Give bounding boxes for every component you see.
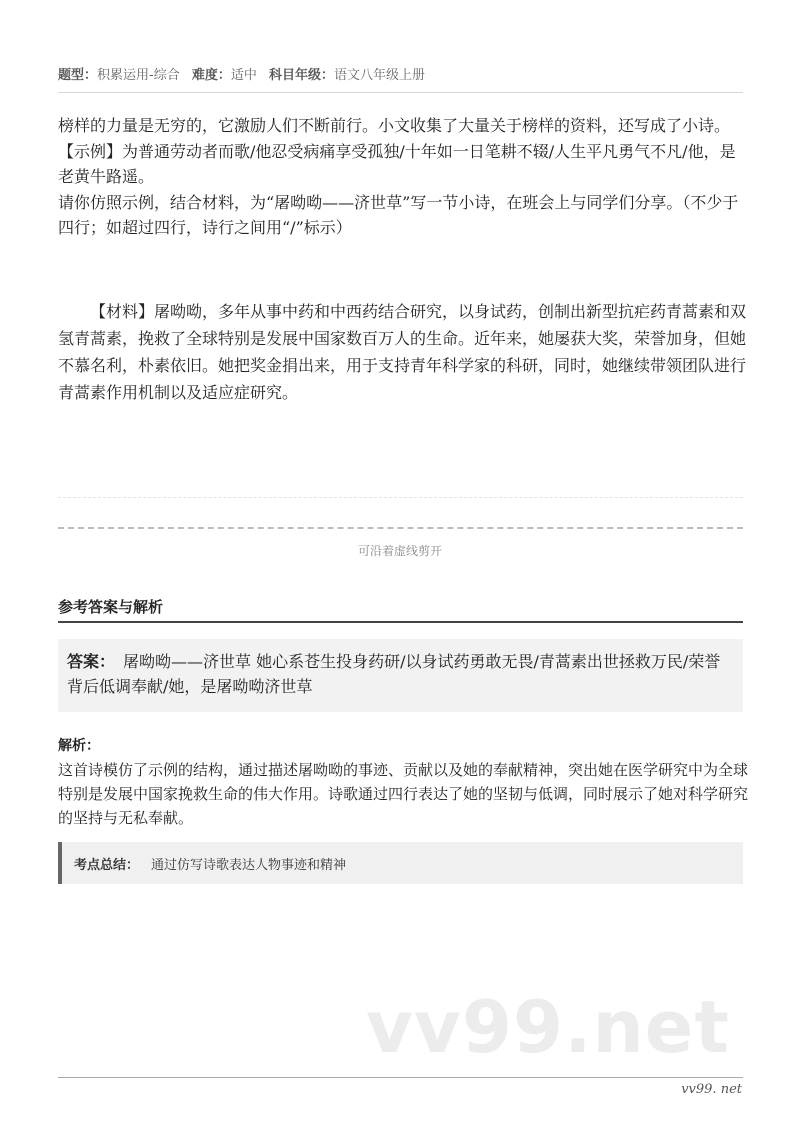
analysis-text: 这首诗模仿了示例的结构，通过描述屠呦呦的事迹、贡献以及她的奉献精神，突出她在医学研究中为全球特别是发展中国家挽救生命的伟大作用。诗歌通过四行表达了她的坚韧与低调，同时展示了她对科学研究的坚持与无私奉献。 xyxy=(58,761,749,827)
key-point-box xyxy=(58,842,743,884)
grade-value: 语文八年级上册 xyxy=(334,68,426,83)
difficulty-label: 难度： xyxy=(191,68,231,83)
question-example: 【示例】为普通劳动者而歌/他忍受病痛享受孤独/十年如一日笔耕不辍/人生平凡勇气不凡/他，是老黄牛路遥。 xyxy=(58,141,736,186)
header-divider xyxy=(58,92,743,93)
type-label: 题型： xyxy=(58,68,98,83)
light-dashed-divider xyxy=(58,497,743,498)
cut-hint: 可沿着虚线剪开 xyxy=(357,544,442,558)
watermark: vv99.net xyxy=(366,985,730,1069)
question-instruction: 请你仿照示例，结合材料，为“屠呦呦——济世草”写一节小诗，在班会上与同学们分享。（不少于四行；如超过四行，诗行之间用“/”标示） xyxy=(58,192,739,237)
question-intro: 榜样的力量是无穷的，它激励人们不断前行。小文收集了大量关于榜样的资料，还写成了小诗。 xyxy=(58,116,731,135)
difficulty-value: 适中 xyxy=(230,68,257,83)
footer-site: vv99. net xyxy=(681,1082,742,1097)
section-divider xyxy=(58,621,743,623)
analysis-label: 解析： xyxy=(58,738,100,754)
question-material: 【材料】屠呦呦，多年从事中药和中西药结合研究，以身试药，创制出新型抗疟药青蒿素和双氢青蒿素，挽救了全球特别是发展中国家数百万人的生命。近年来，她屡获大奖，荣誉加身，但她不慕名利，朴素依旧。她把奖金捐出来，用于支持青年科学家的科研，同时，她继续带领团队进行青蒿素作用机制以及适应症研究。 xyxy=(58,302,747,402)
answer-text: 屠呦呦——济世草 她心系苍生投身药研/以身试药勇敢无畏/青蒿素出世拯救万民/荣誉背后低调奉献/她，是屠呦呦济世草 xyxy=(67,652,721,696)
cut-line xyxy=(58,527,743,529)
key-point-label: 考点总结： xyxy=(74,857,140,873)
grade-label: 科目年级： xyxy=(269,68,335,83)
answer-label: 答案： xyxy=(67,652,116,671)
type-value: 积累运用-综合 xyxy=(97,68,180,83)
question-meta xyxy=(58,64,743,83)
answer-section-title: 参考答案与解析 xyxy=(58,598,164,616)
question-body xyxy=(58,113,748,241)
answer-box xyxy=(58,639,743,712)
key-point-text: 通过仿写诗歌表达人物事迹和精神 xyxy=(151,857,347,873)
footer-divider xyxy=(58,1077,743,1078)
